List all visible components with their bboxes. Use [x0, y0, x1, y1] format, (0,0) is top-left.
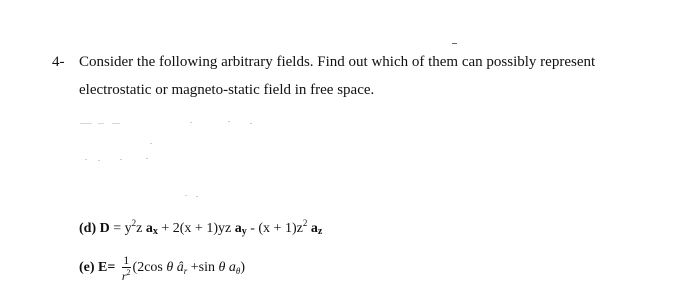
part-d-unit-vector-y: a	[234, 221, 242, 236]
faded-residue	[120, 159, 122, 160]
faded-residue	[250, 123, 252, 124]
part-d-unit-vector-z: a	[310, 221, 318, 236]
faded-residue	[150, 143, 152, 144]
part-d-term3-exp: 2	[302, 218, 308, 228]
faded-residue	[98, 123, 104, 124]
part-e-denominator-r: r	[121, 269, 127, 283]
part-e-lhs: E=	[98, 260, 116, 276]
part-e-unit-vector-r-sub: r	[183, 266, 188, 277]
faded-residue	[190, 122, 192, 123]
faded-residue	[185, 195, 187, 196]
part-e-open-paren: (2cos	[132, 260, 163, 276]
part-d-term3: - (x + 1)z	[250, 221, 303, 236]
part-d-term2: + 2(x + 1)yz	[161, 221, 232, 236]
faded-residue	[228, 121, 230, 122]
part-d-term1-exp: 2	[131, 218, 137, 228]
part-d-unit-vector-y-sub: y	[241, 226, 247, 237]
part-e-denominator-exp: 2	[126, 268, 131, 277]
faded-residue	[196, 196, 198, 197]
part-d-equation	[79, 218, 322, 237]
question-text-line-1: Consider the following arbitrary fields. Find out which of them can possibly represent	[79, 54, 596, 70]
part-e-unit-vector-r: â	[176, 260, 184, 276]
part-e-equation	[79, 254, 245, 282]
stray-mark	[452, 43, 457, 44]
faded-residue	[98, 160, 100, 161]
part-e-fraction-numerator: 1	[123, 253, 130, 267]
faded-residue	[112, 123, 120, 124]
part-e-fraction	[122, 254, 131, 282]
part-e-fraction-denominator	[122, 268, 131, 282]
part-e-unit-vector-theta-sub: θ	[235, 266, 241, 277]
part-e-unit-vector-theta: a	[228, 260, 236, 276]
part-e-close-paren: )	[240, 260, 245, 276]
part-d-unit-vector-x-sub: x	[152, 226, 158, 237]
part-d-lhs: D	[99, 221, 110, 236]
question-text-line-2: electrostatic or magneto-static field in free space.	[79, 82, 375, 98]
part-e-theta-1: θ	[166, 260, 174, 276]
part-d-unit-vector-z-sub: z	[317, 226, 323, 237]
faded-residue	[146, 158, 148, 159]
part-d-unit-vector-x: a	[145, 221, 153, 236]
part-d-term1-coef: y	[124, 221, 132, 236]
part-d-equals: =	[113, 221, 122, 236]
faded-residue	[80, 123, 92, 124]
faded-residue	[85, 159, 87, 160]
part-d-term1-var: z	[136, 221, 143, 236]
question-number: 4-	[52, 54, 65, 70]
part-e-theta-2: θ	[218, 260, 226, 276]
part-d-label: (d)	[79, 221, 97, 236]
part-e-label: (e)	[79, 260, 95, 276]
part-e-plus-sin: +sin	[190, 260, 216, 276]
